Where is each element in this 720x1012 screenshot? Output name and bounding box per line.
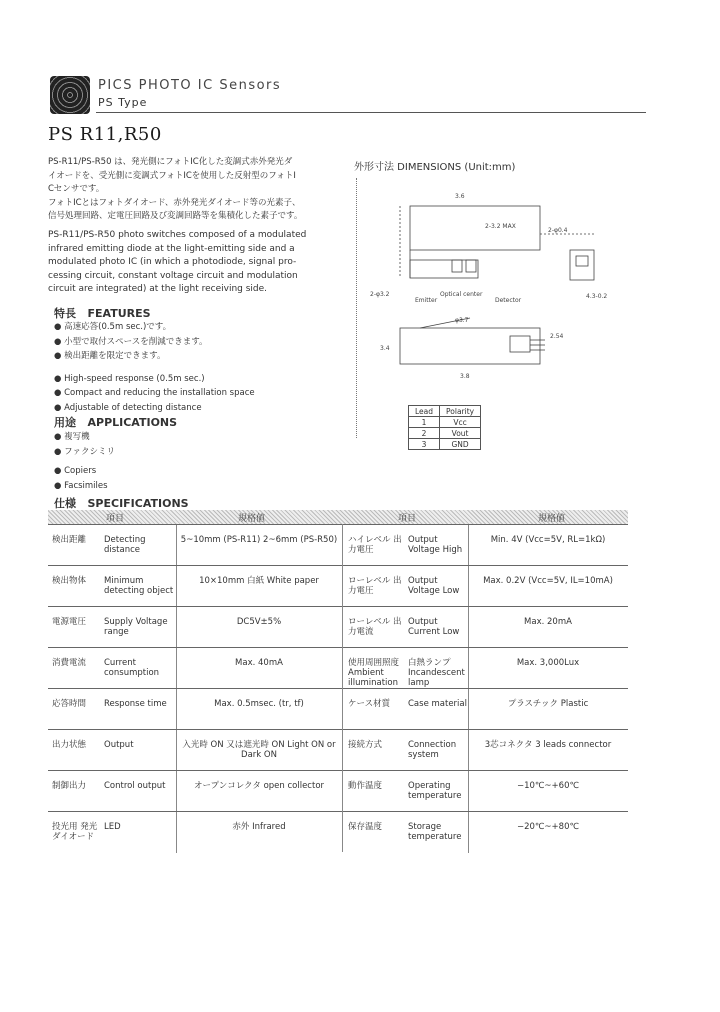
brand-title: PICS PHOTO IC Sensors	[98, 78, 282, 93]
feature-item: ● High-speed response (0.5m sec.)	[54, 373, 205, 384]
application-item: ● 複写機	[54, 432, 90, 442]
intro-en-line: circuit are integrated) at the light receiving side.	[48, 284, 268, 295]
dim-label: 3.8	[460, 373, 470, 380]
connector-side	[570, 250, 594, 280]
lead-table	[408, 405, 481, 450]
side-body	[400, 328, 540, 364]
lead-polarity: Vout	[440, 428, 481, 439]
side-view	[400, 318, 545, 364]
spec-right-label-en: Output Voltage Low	[408, 576, 460, 596]
intro-jp	[48, 156, 348, 224]
intro-jp-line: 信号処理回路、定電圧回路及び変調回路等を集積化した素子です。	[48, 211, 303, 221]
spec-row	[48, 647, 628, 689]
lead-number: 3	[409, 439, 440, 450]
spec-left-value: 10×10mm 白紙 White paper	[199, 576, 319, 586]
spec-column-divider	[468, 607, 469, 648]
spec-right-value: Max. 3,000Lux	[516, 658, 580, 668]
applications-heading	[54, 414, 177, 430]
applications-title-jp: 用途	[54, 416, 76, 429]
mount-flange	[410, 260, 478, 278]
feature-item: ● Adjustable of detecting distance	[54, 402, 202, 413]
spec-left-value: DC5V±5%	[236, 617, 282, 627]
spec-right-value: Min. 4V (Vcc=5V, RL=1kΩ)	[490, 535, 606, 545]
spec-right-value: Max. 0.2V (Vcc=5V, IL=10mA)	[483, 576, 613, 586]
spec-column-divider	[468, 525, 469, 566]
top-view	[400, 206, 595, 280]
dim-label: Emitter	[415, 297, 438, 304]
spec-left-label-jp: 消費電流	[52, 658, 87, 668]
intro-jp-line: Cセンサです。	[48, 184, 105, 194]
company-logo	[50, 76, 90, 114]
applications-title-en: APPLICATIONS	[87, 416, 178, 429]
application-item: ● Facsimiles	[54, 480, 108, 491]
spec-column-divider	[468, 771, 469, 812]
model-title: PS R11,R50	[48, 124, 162, 145]
intro-jp-line: フォトICとはフォトダイオード、赤外発光ダイオード等の光素子、	[48, 197, 301, 208]
features-title-en: FEATURES	[87, 307, 151, 320]
dim-label: 2-3.2 MAX	[485, 223, 516, 230]
spec-right-value: −10℃~+60℃	[516, 781, 580, 791]
spec-right-label-en: 白熱ランプ Incandescent lamp	[408, 658, 465, 688]
spec-right-label-en: Connection system	[408, 740, 457, 760]
spec-column-divider	[468, 812, 469, 853]
spec-row	[48, 606, 628, 648]
spec-header-value-2: 規格値	[538, 514, 566, 524]
spec-left-label-jp: 応答時間	[52, 699, 87, 709]
header-rule	[96, 112, 646, 113]
spec-left-value: 5~10mm (PS-R11) 2~6mm (PS-R50)	[180, 535, 338, 545]
spec-left-label-jp: 投光用 発光ダイオード	[52, 822, 98, 842]
dim-label: 2-φ3.2	[370, 291, 390, 298]
spec-left-label-en: Current consumption	[104, 658, 160, 678]
intro-jp-line: イオードを、受光側に変調式フォトICを使用した反射型のフォトI	[48, 170, 296, 181]
dim-label: 2.54	[550, 333, 564, 340]
spec-right-label-en: Case material	[408, 699, 467, 709]
dim-label: 3.6	[455, 193, 465, 200]
lead-table-wrap	[408, 405, 481, 450]
spec-left-label-en: Response time	[104, 699, 167, 709]
spec-right-value: −20℃~+80℃	[516, 822, 580, 832]
application-item: ● ファクシミリ	[54, 446, 115, 457]
detector-window	[466, 260, 476, 272]
dimension-drawing	[360, 178, 620, 408]
dim-label: 2-φ0.4	[548, 227, 568, 234]
spec-row	[48, 565, 628, 607]
feature-item: ● 小型で取付スペースを削減できます。	[54, 336, 208, 347]
spec-row	[48, 524, 628, 566]
spec-right-label-jp: 使用周囲照度 Ambient illumination	[348, 658, 400, 688]
spec-right-value: Max. 20mA	[524, 617, 572, 627]
spec-right-label-en: Storage temperature	[408, 822, 462, 842]
spec-center-divider	[342, 524, 343, 852]
spec-column-divider	[468, 566, 469, 607]
intro-en-line: cessing circuit, constant voltage circuit and modulation	[48, 270, 298, 281]
dim-label: 3.4	[380, 345, 390, 352]
intro-jp-line: PS-R11/PS-R50 は、発光側にフォトIC化した変調式赤外発光ダ	[48, 157, 293, 167]
spec-column-divider	[176, 648, 177, 689]
spec-column-divider	[468, 689, 469, 730]
spec-column-divider	[176, 607, 177, 648]
side-connector	[510, 336, 530, 352]
spec-column-divider	[176, 730, 177, 771]
spec-left-label-en: Detecting distance	[104, 535, 146, 555]
spec-left-label-jp: 制御出力	[52, 781, 87, 791]
spec-left-label-jp: 検出物体	[52, 576, 87, 586]
spec-column-divider	[176, 771, 177, 812]
spec-right-value: プラスチック Plastic	[507, 699, 589, 709]
emitter-window	[452, 260, 462, 272]
spec-left-label-en: Control output	[104, 781, 166, 791]
dim-label: φ3.7	[455, 317, 469, 324]
spec-right-value: 3芯コネクタ 3 leads connector	[484, 740, 612, 750]
spec-title-jp: 仕様	[54, 497, 76, 510]
spec-row	[48, 811, 628, 853]
intro-en	[48, 229, 348, 297]
spec-row	[48, 688, 628, 730]
spec-left-value: Max. 40mA	[235, 658, 283, 668]
spec-header-value: 規格値	[238, 514, 266, 524]
intro-en-line: infrared emitting diode at the light-emitting side and a	[48, 243, 295, 254]
spec-left-label-jp: 電源電圧	[52, 617, 87, 627]
intro-en-line: modulated photo IC (in which a photodiode, signal pro-	[48, 257, 297, 268]
features-list	[54, 320, 344, 415]
lead-polarity: Vcc	[440, 417, 481, 428]
dim-label: 4.3-0.2	[586, 293, 608, 300]
spec-right-label-en: Output Voltage High	[408, 535, 463, 555]
spec-left-label-en: Supply Voltage range	[104, 617, 168, 637]
spec-table	[48, 510, 628, 852]
spec-row	[48, 729, 628, 771]
spec-left-value: Max. 0.5msec. (tr, tf)	[214, 699, 304, 709]
spec-left-label-en: Minimum detecting object	[104, 576, 174, 596]
lead-number: 2	[409, 428, 440, 439]
spec-header-item-2: 項目	[398, 514, 417, 524]
polarity-header: Polarity	[440, 406, 481, 417]
spec-right-label-en: Operating temperature	[408, 781, 462, 801]
lead-header: Lead	[409, 406, 440, 417]
spec-right-label-jp: ローレベル 出力電流	[348, 617, 402, 637]
dim-label: Detector	[495, 297, 522, 304]
spec-title-en: SPECIFICATIONS	[87, 497, 189, 510]
product-type: PS Type	[98, 96, 148, 109]
spec-row	[48, 770, 628, 812]
spec-header-row	[48, 510, 628, 524]
spec-column-divider	[468, 648, 469, 689]
dim-label: Optical center	[440, 291, 483, 298]
feature-item: ● 高速応答(0.5m sec.)です。	[54, 322, 172, 332]
spec-left-label-en: LED	[104, 822, 121, 832]
dimensions-divider	[356, 178, 357, 438]
spec-left-value: 赤外 Infrared	[232, 822, 286, 832]
lead-number: 1	[409, 417, 440, 428]
feature-item: ● 検出距離を限定できます。	[54, 351, 166, 361]
spec-right-label-jp: 接続方式	[348, 740, 383, 750]
dimensions-title: 外形寸法 DIMENSIONS (Unit:mm)	[354, 162, 516, 173]
spec-right-label-jp: ローレベル 出力電圧	[348, 576, 402, 596]
spec-right-label-jp: ハイレベル 出力電圧	[348, 535, 402, 555]
applications-list	[54, 430, 254, 493]
spec-left-label-en: Output	[104, 740, 134, 750]
sensor-body-outline	[410, 206, 540, 250]
intro-en-line: PS-R11/PS-R50 photo switches composed of a modulated	[48, 230, 307, 240]
spec-column-divider	[176, 812, 177, 853]
spec-column-divider	[176, 525, 177, 566]
features-title-jp: 特長	[54, 307, 76, 320]
spec-left-value: オープンコレクタ open collector	[193, 781, 325, 791]
lead-polarity: GND	[440, 439, 481, 450]
spec-right-label-jp: 動作温度	[348, 781, 383, 791]
spec-column-divider	[176, 689, 177, 730]
spec-right-label-jp: ケース材質	[348, 699, 391, 709]
spec-right-label-jp: 保存温度	[348, 822, 383, 832]
spec-header-item: 項目	[106, 514, 125, 524]
spec-left-label-jp: 検出距離	[52, 535, 87, 545]
features-heading	[54, 305, 151, 321]
specifications-heading	[54, 495, 189, 511]
application-item: ● Copiers	[54, 466, 97, 476]
spec-column-divider	[468, 730, 469, 771]
spec-left-label-jp: 出力状態	[52, 740, 87, 750]
connector-slot	[576, 256, 588, 266]
spec-left-value: 入光時 ON 又は遮光時 ON Light ON or Dark ON	[182, 740, 336, 760]
spec-column-divider	[176, 566, 177, 607]
feature-item: ● Compact and reducing the installation space	[54, 388, 255, 398]
spec-right-label-en: Output Current Low	[408, 617, 460, 637]
